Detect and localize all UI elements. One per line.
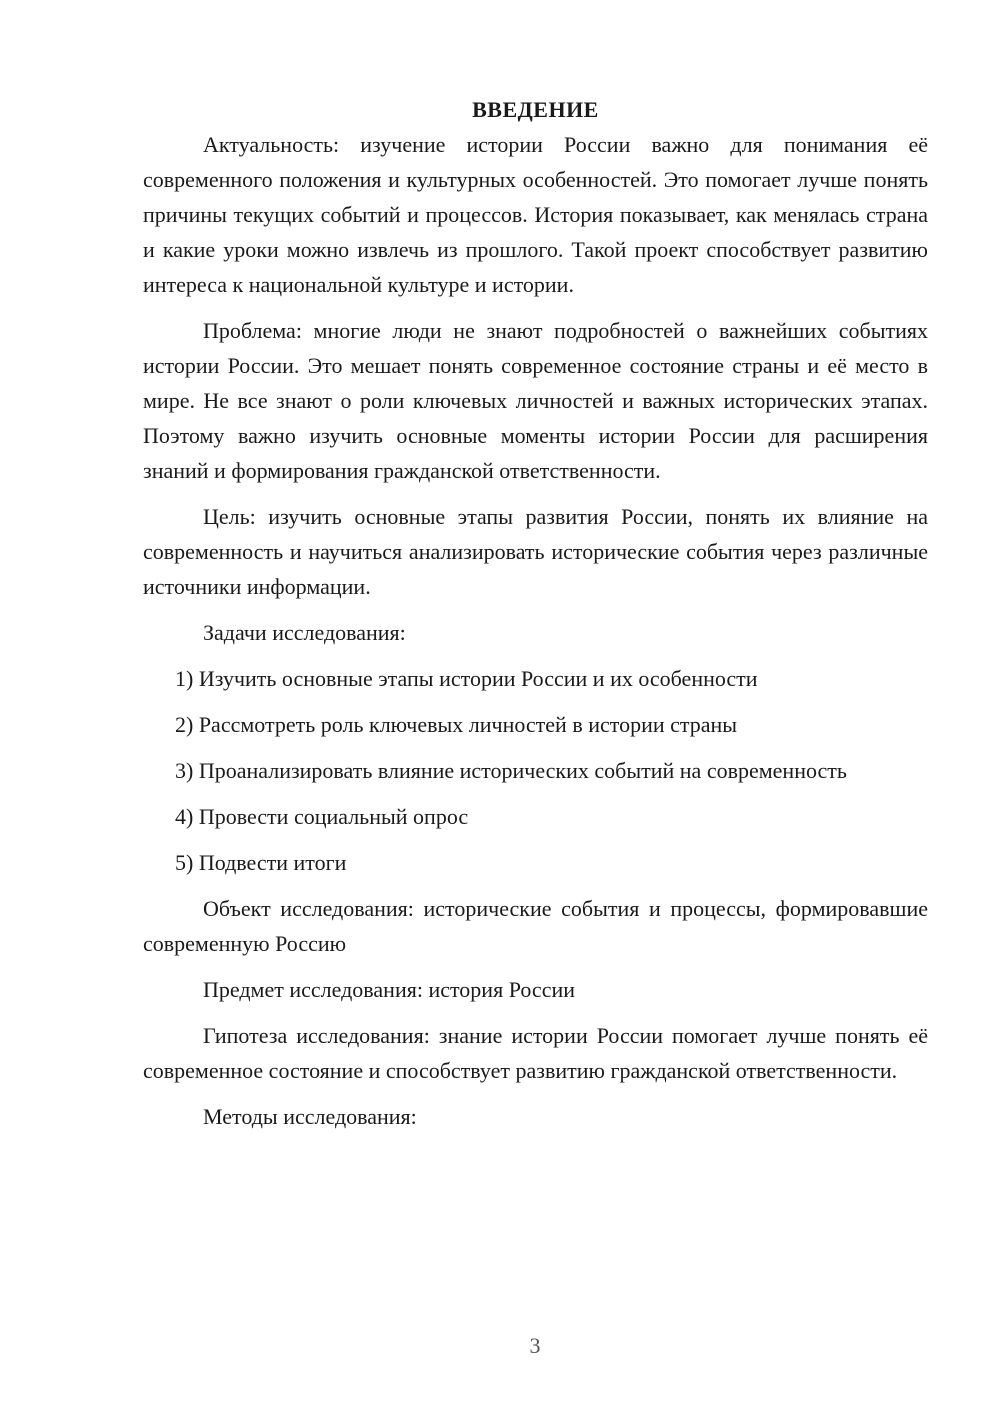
tasks-heading: Задачи исследования: bbox=[203, 620, 406, 645]
task-item-2: 2) Рассмотреть роль ключевых личностей в истории страны bbox=[175, 712, 738, 737]
task-item-3: 3) Проанализировать влияние исторических событий на современность bbox=[175, 758, 847, 783]
paragraph-hypothesis: Гипотеза исследования: знание истории России помогает лучше понять её современное состояние и способствует развитию гражданской ответственности. bbox=[143, 1023, 928, 1083]
task-item-1: 1) Изучить основные этапы истории России и их особенности bbox=[175, 666, 758, 691]
paragraph-object: Объект исследования: исторические события и процессы, формировавшие современную Россию bbox=[143, 896, 928, 956]
document-page bbox=[143, 92, 928, 1134]
paragraph-problem: Проблема: многие люди не знают подробностей о важнейших событиях истории России. Это мешает понять современное состояние страны и её место в мире. Не все знают о роли ключевых личностей и важных исторических этапах. Поэтому важно изучить основные моменты истории России для расширения знаний и формирования гражданской ответственности. bbox=[143, 318, 928, 483]
methods-heading: Методы исследования: bbox=[203, 1104, 417, 1129]
paragraph-subject: Предмет исследования: история России bbox=[203, 977, 576, 1002]
page-title: ВВЕДЕНИЕ bbox=[472, 97, 599, 122]
page-number: 3 bbox=[529, 1333, 541, 1358]
task-item-4: 4) Провести социальный опрос bbox=[175, 804, 469, 829]
paragraph-relevance: Актуальность: изучение истории России важно для понимания её современного положения и культурных особенностей. Это помогает лучше понять причины текущих событий и процессов. История показывает, как менялась страна и какие уроки можно извлечь из прошлого. Такой проект способствует развитию интереса к национальной культуре и истории. bbox=[143, 132, 928, 297]
paragraph-goal: Цель: изучить основные этапы развития России, понять их влияние на современность и научиться анализировать исторические события через различные источники информации. bbox=[143, 504, 928, 599]
task-item-5: 5) Подвести итоги bbox=[175, 850, 347, 875]
